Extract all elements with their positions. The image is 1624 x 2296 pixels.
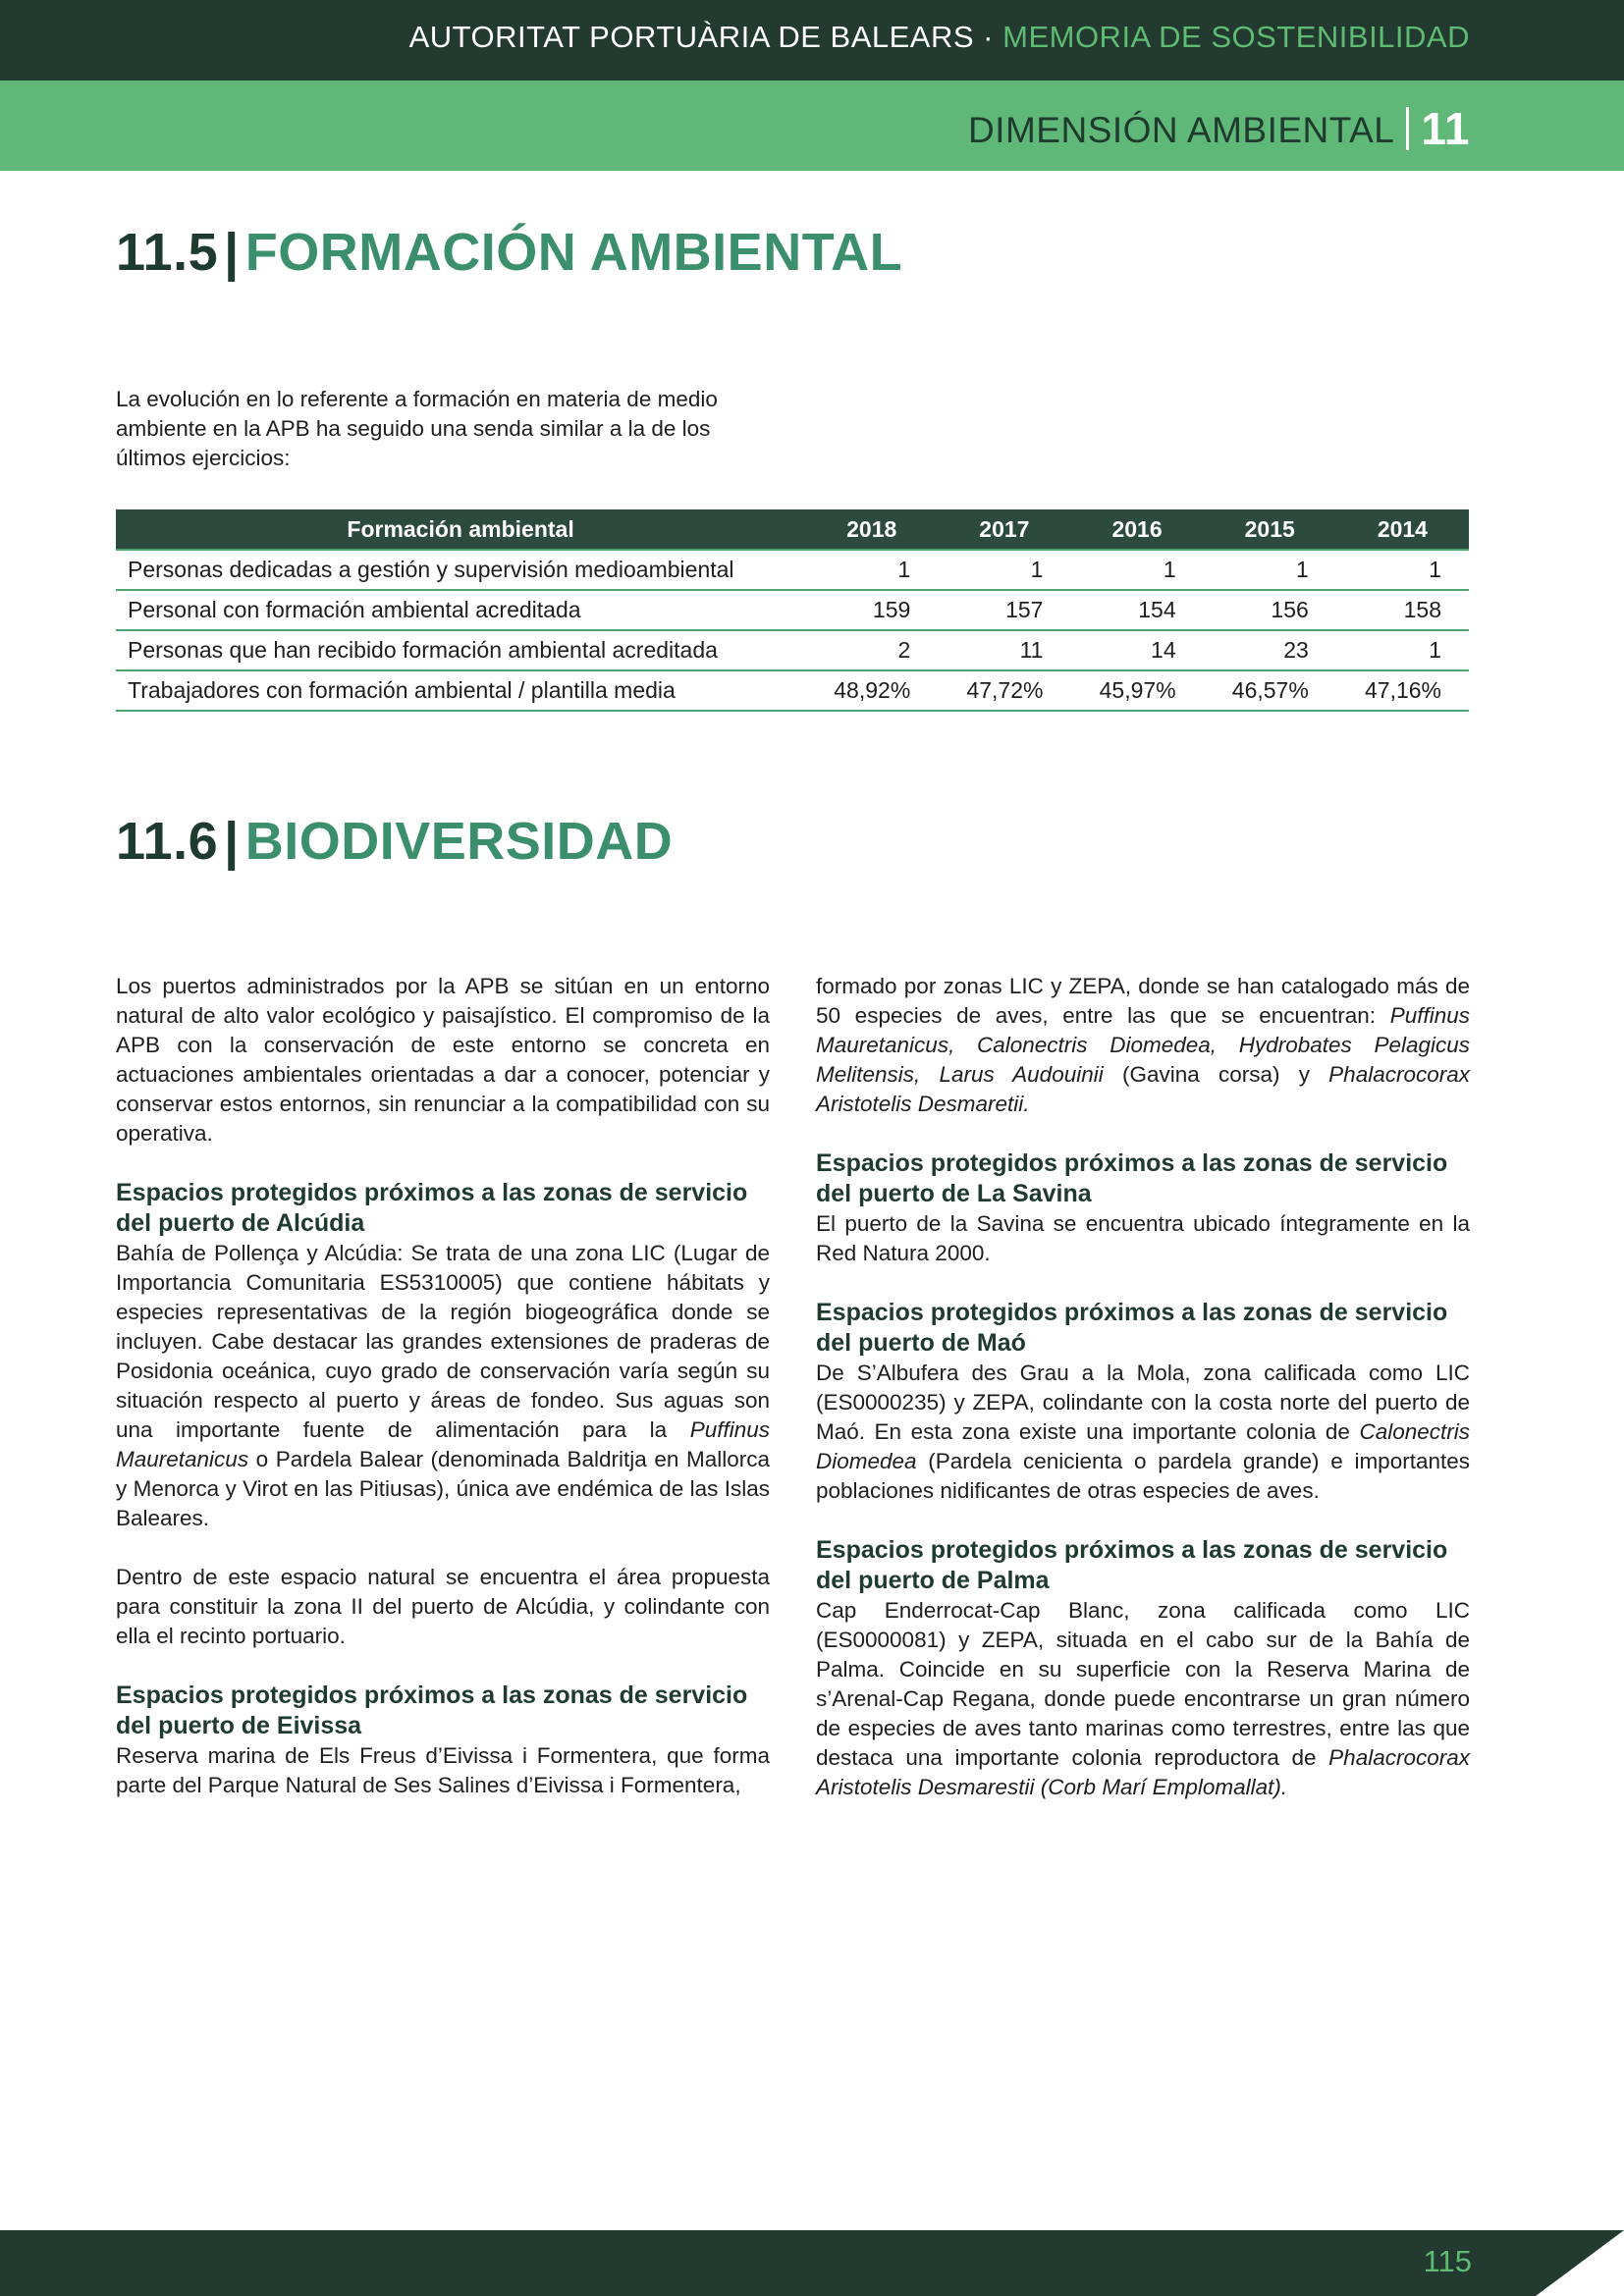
section-name: FORMACIÓN AMBIENTAL bbox=[244, 223, 903, 282]
chapter-heading bbox=[968, 102, 1470, 155]
page-number: 115 bbox=[1423, 2244, 1472, 2278]
table-cell: 47,16% bbox=[1336, 670, 1469, 711]
table-row bbox=[116, 670, 1469, 711]
top-header-band bbox=[0, 0, 1624, 80]
table-cell: 158 bbox=[1336, 590, 1469, 630]
section-title-formacion bbox=[116, 222, 902, 283]
table-cell: 1 bbox=[1070, 550, 1203, 590]
table-cell: 47,72% bbox=[938, 670, 1070, 711]
section-pipe: | bbox=[224, 223, 240, 282]
table-header-cell: 2014 bbox=[1336, 509, 1469, 550]
eivissa-text-cont bbox=[816, 972, 1470, 1119]
footer-band bbox=[0, 2230, 1624, 2296]
mao-text-part: De S’Albufera des Grau a la Mola, zona calificada como LIC (ES0000235) y ZEPA, colindante con la costa norte del puerto de Maó. En esta zona existe una importante colonia de bbox=[816, 1361, 1470, 1444]
left-column bbox=[116, 972, 770, 1800]
table-cell: 1 bbox=[1204, 550, 1336, 590]
right-column bbox=[816, 972, 1470, 1802]
table-cell: 1 bbox=[1336, 630, 1469, 670]
table-cell: 46,57% bbox=[1204, 670, 1336, 711]
eivissa-text-part: (Gavina corsa) y bbox=[1103, 1062, 1329, 1087]
table-cell: Trabajadores con formación ambiental / plantilla media bbox=[116, 670, 805, 711]
table-cell: Personas que han recibido formación ambiental acreditada bbox=[116, 630, 805, 670]
org-name: AUTORITAT PORTUÀRIA DE BALEARS bbox=[408, 20, 975, 54]
table-cell: 11 bbox=[938, 630, 1070, 670]
savina-heading: Espacios protegidos próximos a las zonas de servicio del puerto de La Savina bbox=[816, 1149, 1448, 1207]
table-cell: 1 bbox=[938, 550, 1070, 590]
table-cell: 45,97% bbox=[1070, 670, 1203, 711]
mao-text bbox=[816, 1359, 1470, 1506]
table-cell: 23 bbox=[1204, 630, 1336, 670]
palma-heading: Espacios protegidos próximos a las zonas de servicio del puerto de Palma bbox=[816, 1536, 1448, 1594]
table-cell: 2 bbox=[805, 630, 938, 670]
section-pipe: | bbox=[224, 812, 240, 871]
table-cell: 48,92% bbox=[805, 670, 938, 711]
species-name: Calonectris Diomedea bbox=[816, 1419, 1470, 1473]
table-row bbox=[116, 550, 1469, 590]
header-org bbox=[409, 20, 1470, 55]
eivissa-heading: Espacios protegidos próximos a las zonas de servicio del puerto de Eivissa bbox=[116, 1682, 748, 1739]
section-number: 11.6 bbox=[116, 812, 219, 871]
table-header-cell: 2015 bbox=[1204, 509, 1336, 550]
table-row bbox=[116, 630, 1469, 670]
savina-text: El puerto de la Savina se encuentra ubicado íntegramente en la Red Natura 2000. bbox=[816, 1211, 1470, 1265]
header-separator: · bbox=[983, 20, 994, 54]
eivissa-text-part: formado por zonas LIC y ZEPA, donde se han catalogado más de 50 especies de aves, entre las que se encuentran: bbox=[816, 974, 1470, 1028]
intro-paragraph: La evolución en lo referente a formación en materia de medio ambiente en la APB ha seguido una senda similar a la de los últimos ejercicios: bbox=[116, 387, 718, 470]
species-name: Puffinus Mauretanicus, Calonectris Diomedea, Hydrobates Pelagicus Melitensis, Larus Audouinii bbox=[816, 1003, 1470, 1087]
mao-text-part: (Pardela cenicienta o pardela grande) e importantes poblaciones nidificantes de otras especies de aves. bbox=[816, 1449, 1470, 1503]
alcudia-text bbox=[116, 1239, 770, 1533]
palma-text bbox=[816, 1596, 1470, 1802]
table-cell: 157 bbox=[938, 590, 1070, 630]
chapter-number: 11 bbox=[1421, 103, 1470, 154]
table-cell: 159 bbox=[805, 590, 938, 630]
report-subtitle: MEMORIA DE SOSTENIBILIDAD bbox=[1002, 20, 1470, 54]
biodiversidad-intro: Los puertos administrados por la APB se sitúan en un entorno natural de alto valor ecológico y paisajístico. El compromiso de la APB con la conservación de este entorno se concreta en actuaciones ambientales orientadas a dar a conocer, potenciar y conservar estos entornos, sin renunciar a la compatibilidad con su operativa. bbox=[116, 974, 770, 1146]
table-cell: 1 bbox=[1336, 550, 1469, 590]
species-name: Phalacrocorax Aristotelis Desmaretii. bbox=[816, 1062, 1470, 1116]
section-name: BIODIVERSIDAD bbox=[244, 812, 674, 871]
chapter-divider bbox=[1406, 107, 1409, 150]
section-title-biodiversidad bbox=[116, 811, 673, 872]
table-header-cell: 2016 bbox=[1070, 509, 1203, 550]
table-header-cell: 2018 bbox=[805, 509, 938, 550]
species-name: Puffinus Mauretanicus bbox=[116, 1417, 770, 1471]
table-cell: 14 bbox=[1070, 630, 1203, 670]
table-cell: Personas dedicadas a gestión y supervisión medioambiental bbox=[116, 550, 805, 590]
table-cell: 154 bbox=[1070, 590, 1203, 630]
footer-corner-stripe bbox=[1536, 2230, 1624, 2296]
table-header-cell: 2017 bbox=[938, 509, 1070, 550]
formacion-table bbox=[116, 509, 1469, 712]
eivissa-text: Reserva marina de Els Freus d’Eivissa i Formentera, que forma parte del Parque Natural de Ses Salines d’Eivissa i Formentera, bbox=[116, 1743, 770, 1797]
section-number: 11.5 bbox=[116, 223, 219, 282]
table-row bbox=[116, 590, 1469, 630]
table-header-row bbox=[116, 509, 1469, 550]
chapter-name: DIMENSIÓN AMBIENTAL bbox=[967, 110, 1395, 150]
palma-text-part: Cap Enderrocat-Cap Blanc, zona calificada como LIC (ES0000081) y ZEPA, situada en el cabo sur de la Bahía de Palma. Coincide en su superficie con la Reserva Marina de s’Arenal-Cap Regana, donde puede encontrarse un gran número de especies de aves tanto marinas como terrestres, entre las que destaca una importante colonia reproductora de bbox=[816, 1598, 1470, 1770]
alcudia-text-part: Bahía de Pollença y Alcúdia: Se trata de una zona LIC (Lugar de Importancia Comunitaria ES5310005) que contiene hábitats y especies representativas de la región biogeográfica donde se incluyen. Cabe destacar las grandes extensiones de praderas de Posidonia oceánica, cuyo grado de conservación varía según su situación respecto al puerto y áreas de fondeo. Sus aguas son una importante fuente de alimentación para la bbox=[116, 1241, 770, 1442]
alcudia-text-part: o Pardela Balear (denominada Baldritja en Mallorca y Menorca y Virot en las Pitiusas), única ave endémica de las Islas Baleares. bbox=[116, 1447, 770, 1530]
table-header-cell: Formación ambiental bbox=[116, 509, 805, 550]
mao-heading: Espacios protegidos próximos a las zonas de servicio del puerto de Maó bbox=[816, 1299, 1448, 1357]
chapter-band bbox=[0, 80, 1624, 171]
species-name: Phalacrocorax Aristotelis Desmarestii (Corb Marí Emplomallat). bbox=[816, 1745, 1470, 1799]
alcudia-text-2: Dentro de este espacio natural se encuentra el área propuesta para constituir la zona II del puerto de Alcúdia, y colindante con ella el recinto portuario. bbox=[116, 1565, 770, 1648]
table-cell: 156 bbox=[1204, 590, 1336, 630]
table-cell: 1 bbox=[805, 550, 938, 590]
alcudia-heading: Espacios protegidos próximos a las zonas de servicio del puerto de Alcúdia bbox=[116, 1179, 748, 1237]
table-cell: Personal con formación ambiental acreditada bbox=[116, 590, 805, 630]
